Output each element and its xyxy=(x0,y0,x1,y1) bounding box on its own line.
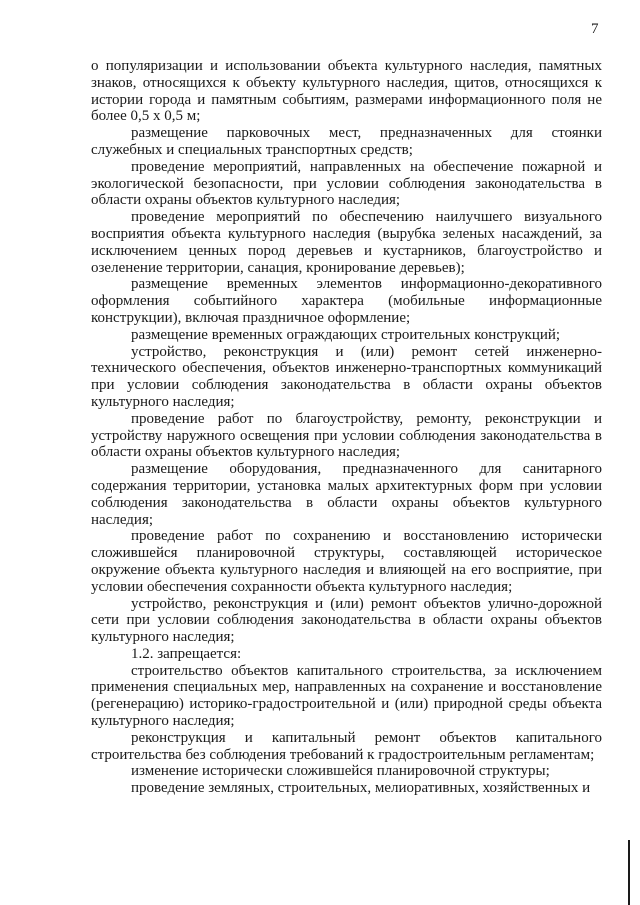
paragraph: проведение мероприятий, направленных на обеспечение пожарной и экологической безопасности, при условии соблюдения законодательства в области охраны объектов культурного наследия; xyxy=(91,158,602,209)
paragraph: строительство объектов капитального строительства, за исключением применения специальных мер, направленных на сохранение и восстановление (регенерацию) историко-градостроительной и (или) природной среды объекта культурного наследия; xyxy=(91,662,602,730)
paragraph: проведение работ по сохранению и восстановлению исторически сложившейся планировочной структуры, составляющей историческое окружение объекта культурного наследия и влияющей на его восприятие, при условии обеспечения сохранности объекта культурного наследия; xyxy=(91,528,602,595)
paragraph: устройство, реконструкция и (или) ремонт объектов улично-дорожной сети при условии соблюдения законодательства в области охраны объектов культурного наследия; xyxy=(91,595,602,646)
page-number: 7 xyxy=(591,21,599,37)
paragraph: 1.2. запрещается: xyxy=(131,645,242,662)
document-body xyxy=(91,58,602,797)
paragraph: проведение мероприятий по обеспечению наилучшего визуального восприятия объекта культурного наследия (вырубка зеленых насаждений, за исключением ценных пород деревьев и кустарников, благоустройство и озеленение территории, санация, кронирование деревьев); xyxy=(91,209,602,276)
paragraph: о популяризации и использовании объекта культурного наследия, памятных знаков, относящихся к объекту культурного наследия, щитов, относящихся к истории города и памятным событиям, размерами информационного поля не более 0,5 х 0,5 м; xyxy=(91,58,602,125)
paragraph: устройство, реконструкция и (или) ремонт сетей инженерно-технического обеспечения, объектов инженерно-транспортных коммуникаций при условии соблюдения законодательства в области охраны объектов культурного наследия; xyxy=(91,343,602,410)
scan-edge-mark xyxy=(628,840,630,905)
paragraph: размещение оборудования, предназначенного для санитарного содержания территории, установка малых архитектурных форм при условии соблюдения законодательства в области охраны объектов культурного наследия; xyxy=(91,461,602,528)
paragraph: размещение временных элементов информационно-декоративного оформления событийного характера (мобильные информационные конструкции), включая праздничное оформление; xyxy=(91,276,602,326)
paragraph: размещение парковочных мест, предназначенных для стоянки служебных и специальных транспортных средств; xyxy=(91,125,602,158)
paragraph: размещение временных ограждающих строительных конструкций; xyxy=(131,326,561,343)
paragraph: проведение работ по благоустройству, ремонту, реконструкции и устройству наружного освещения при условии соблюдения законодательства в области охраны объектов культурного наследия; xyxy=(91,410,602,461)
paragraph: реконструкция и капитальный ремонт объектов капитального строительства без соблюдения требований к градостроительным регламентам; xyxy=(91,729,602,763)
paragraph: изменение исторически сложившейся планировочной структуры; xyxy=(131,763,550,780)
paragraph: проведение земляных, строительных, мелиоративных, хозяйственных и xyxy=(131,780,591,797)
